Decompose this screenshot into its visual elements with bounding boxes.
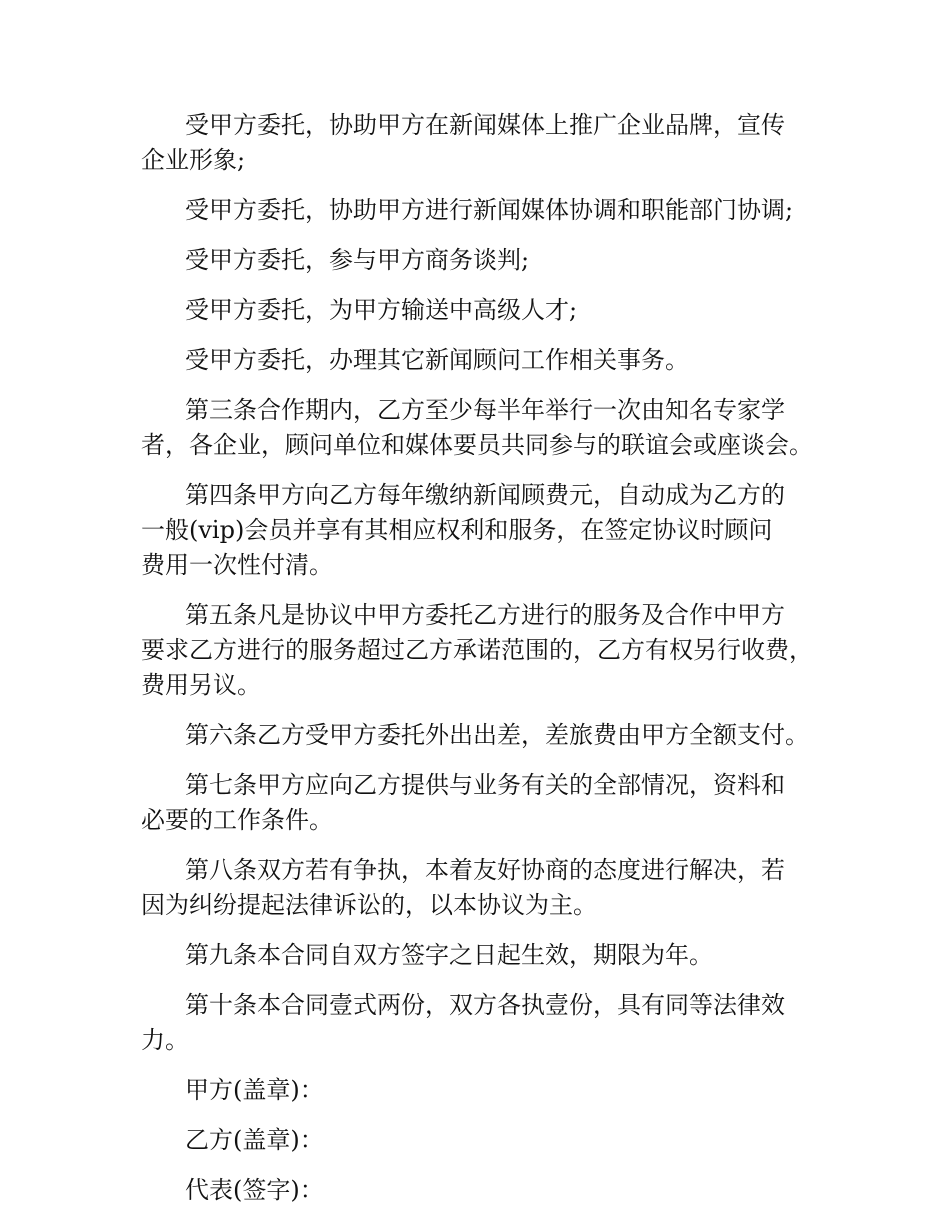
clause-6: 第六条乙方受甲方委托外出出差，差旅费由甲方全额支付。	[185, 721, 809, 749]
paragraph-item-5: 受甲方委托，办理其它新闻顾问工作相关事务。	[185, 346, 689, 374]
party-b-seal-line: 乙方(盖章)：	[185, 1126, 324, 1154]
document-body	[141, 108, 841, 1223]
clause-3: 第三条合作期内，乙方至少每半年举行一次由知名专家学 者，各企业，顾问单位和媒体要员共同参与的联谊会或座谈会。	[141, 396, 813, 459]
paragraph-item-4: 受甲方委托，为甲方输送中高级人才;	[185, 296, 578, 324]
representative-signature-line: 代表(签字)：	[185, 1176, 324, 1204]
clause-9: 第九条本合同自双方签字之日起生效，期限为年。	[185, 941, 713, 969]
paragraph-item-1: 受甲方委托，协助甲方在新闻媒体上推广企业品牌，宣传 企业形象;	[141, 111, 785, 174]
clause-8: 第八条双方若有争执，本着友好协商的态度进行解决，若 因为纠纷提起法律诉讼的，以本协议为主。	[141, 856, 785, 919]
paragraph-item-2: 受甲方委托，协助甲方进行新闻媒体协调和职能部门协调;	[185, 196, 794, 224]
clause-7: 第七条甲方应向乙方提供与业务有关的全部情况，资料和 必要的工作条件。	[141, 771, 785, 834]
clause-10: 第十条本合同壹式两份，双方各执壹份，具有同等法律效 力。	[141, 991, 785, 1054]
paragraph-item-3: 受甲方委托，参与甲方商务谈判;	[185, 246, 530, 274]
clause-5: 第五条凡是协议中甲方委托乙方进行的服务及合作中甲方 要求乙方进行的服务超过乙方承诺范围的，乙方有权另行收费， 费用另议。	[141, 601, 813, 699]
clause-4: 第四条甲方向乙方每年缴纳新闻顾费元，自动成为乙方的 一般(vip)会员并享有其相应权利和服务，在签定协议时顾问 费用一次性付清。	[141, 481, 785, 579]
party-a-seal-line: 甲方(盖章)：	[185, 1076, 324, 1104]
